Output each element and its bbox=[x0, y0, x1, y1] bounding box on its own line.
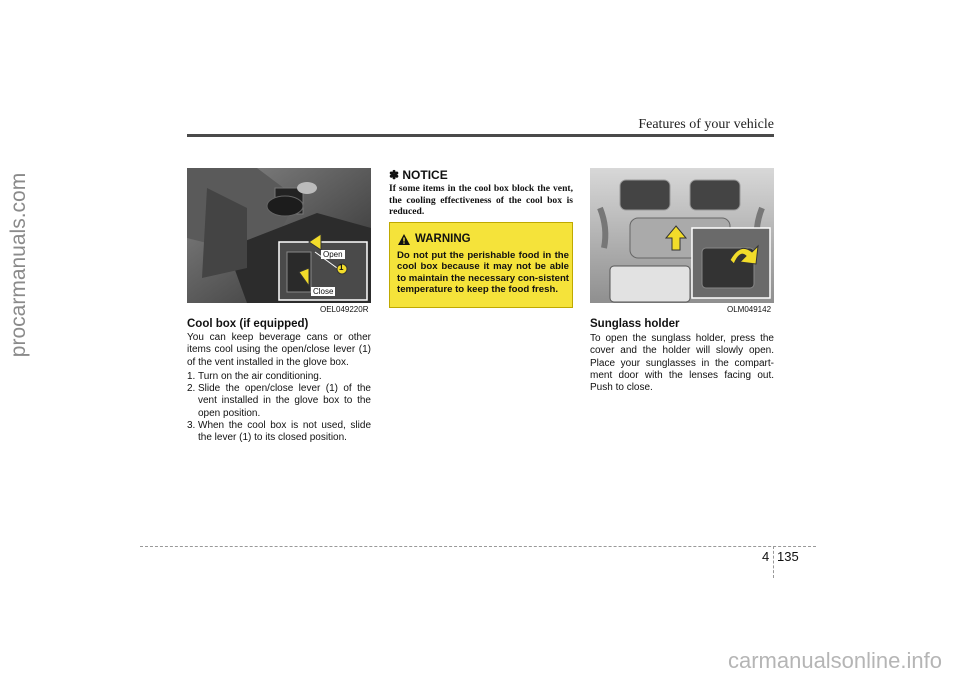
warning-header bbox=[398, 233, 471, 245]
notice-body: If some items in the cool box block the vent, the cooling effectiveness of the cool box is reduced. bbox=[389, 183, 573, 218]
cool-box-intro: You can keep beverage cans or other items cool using the open/close lever (1) of the vent installed in the glove box. bbox=[187, 332, 371, 368]
cool-box-illustration bbox=[187, 168, 371, 303]
warning-body: Do not put the perishable food in the cool box because it may not be able to maintain the necessary con-sistent temperature to keep the food fresh. bbox=[397, 250, 569, 295]
footer-dashed-divider bbox=[773, 546, 774, 578]
sunglass-holder-photo bbox=[590, 168, 774, 303]
cool-box-steps bbox=[187, 371, 371, 445]
footer-dashed-rule bbox=[140, 546, 816, 547]
bottom-watermark: carmanualsonline.info bbox=[727, 648, 942, 673]
list-item: 2. Slide the open/close lever (1) of the vent installed in the glove box to the open position. bbox=[187, 383, 371, 419]
right-image-code: OLM049142 bbox=[727, 305, 772, 314]
left-image-code: OEL049220R bbox=[320, 305, 369, 314]
side-watermark: procarmanuals.com bbox=[7, 172, 30, 358]
sunglass-holder-illustration bbox=[590, 168, 774, 303]
sunglass-holder-body: To open the sunglass holder, press the cover and the holder will slowly open. Place your sunglasses in the compart-ment door with the lenses facing out. Push to close. bbox=[590, 333, 774, 394]
callout-lever-number: 1 bbox=[339, 263, 344, 272]
warning-triangle-icon bbox=[398, 234, 410, 245]
cool-box-photo bbox=[187, 168, 371, 303]
header-rule bbox=[187, 134, 774, 137]
callout-open: Open bbox=[323, 250, 343, 259]
list-item: 3. When the cool box is not used, slide the lever (1) to its closed position. bbox=[187, 420, 371, 444]
sunglass-holder-title: Sunglass holder bbox=[590, 318, 680, 330]
cool-box-title: Cool box (if equipped) bbox=[187, 318, 309, 330]
sunglass-holder-section bbox=[590, 318, 774, 394]
notice-block bbox=[389, 168, 573, 218]
cool-box-section bbox=[187, 318, 371, 445]
section-header: Features of your vehicle bbox=[638, 117, 774, 132]
chapter-number: 4 bbox=[762, 549, 770, 564]
warning-box bbox=[389, 222, 573, 308]
notice-title: ✽ NOTICE bbox=[389, 168, 448, 182]
page-number: 135 bbox=[777, 549, 799, 564]
callout-close: Close bbox=[313, 287, 334, 296]
list-item: 1. Turn on the air conditioning. bbox=[187, 370, 322, 382]
warning-title: WARNING bbox=[415, 233, 471, 245]
